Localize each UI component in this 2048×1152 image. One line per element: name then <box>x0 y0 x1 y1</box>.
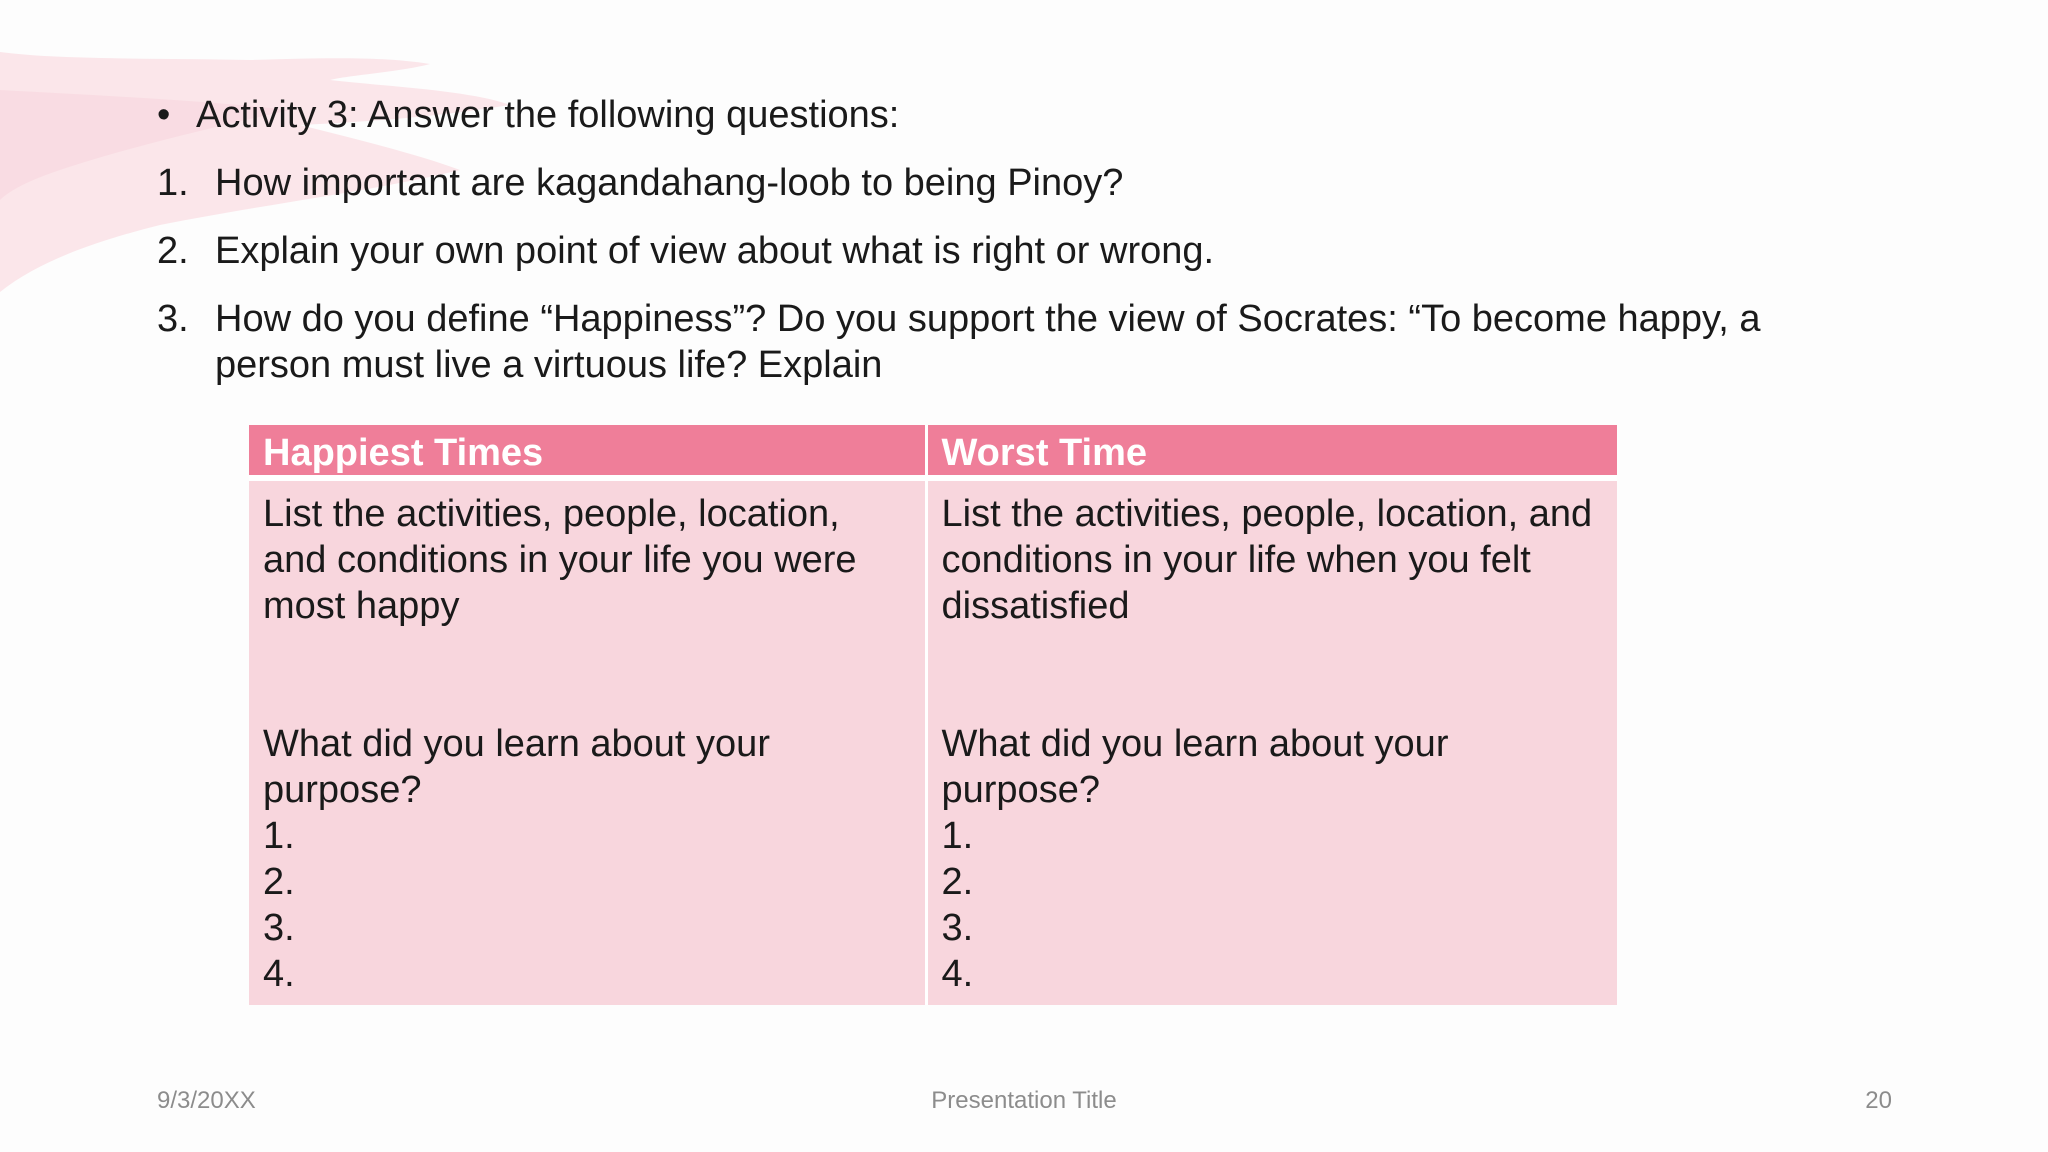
table-header-row <box>249 425 1617 478</box>
question-item <box>157 296 1797 388</box>
list-item: 3. <box>941 907 974 949</box>
question-item <box>157 160 1797 206</box>
cell-number-list <box>263 813 911 997</box>
header-happiest-times: Happiest Times <box>249 425 926 478</box>
cell-prompt: List the activities, people, location, and conditions in your life you were most happy <box>263 493 857 627</box>
list-item: 4. <box>941 953 974 995</box>
worst-time-cell <box>926 478 1617 1005</box>
footer-date: 9/3/20XX <box>157 1087 256 1114</box>
slide-body <box>157 92 1797 410</box>
table-row <box>249 478 1617 1005</box>
cell-prompt: List the activities, people, location, and conditions in your life when you felt dissatisfied <box>941 493 1593 627</box>
question-item <box>157 228 1797 274</box>
question-number: 1. <box>157 162 189 204</box>
list-item: 4. <box>263 953 295 995</box>
list-item: 2. <box>941 861 974 903</box>
activity-heading: Activity 3: Answer the following questions: <box>196 94 900 136</box>
question-number: 3. <box>157 298 189 340</box>
cell-number-list <box>942 813 1604 997</box>
list-item: 1. <box>263 815 295 857</box>
activity-table <box>249 425 1617 1005</box>
list-item: 2. <box>263 861 295 903</box>
header-worst-time: Worst Time <box>926 425 1617 478</box>
bullet-marker: • <box>157 94 171 136</box>
slide-number: 20 <box>1865 1087 1892 1114</box>
activity-bullet <box>157 92 1797 138</box>
cell-question: What did you learn about your purpose? <box>263 723 770 811</box>
cell-question: What did you learn about your purpose? <box>941 723 1449 811</box>
list-item: 3. <box>263 907 295 949</box>
happiest-times-cell <box>249 478 926 1005</box>
question-text: How do you define “Happiness”? Do you support the view of Socrates: “To become happy, a person must live a virtuous life? Explain <box>215 298 1761 386</box>
question-text: Explain your own point of view about what is right or wrong. <box>215 230 1215 272</box>
question-number: 2. <box>157 230 189 272</box>
list-item: 1. <box>941 815 974 857</box>
footer-title: Presentation Title <box>931 1087 1117 1114</box>
question-text: How important are kagandahang-loob to being Pinoy? <box>215 162 1124 204</box>
